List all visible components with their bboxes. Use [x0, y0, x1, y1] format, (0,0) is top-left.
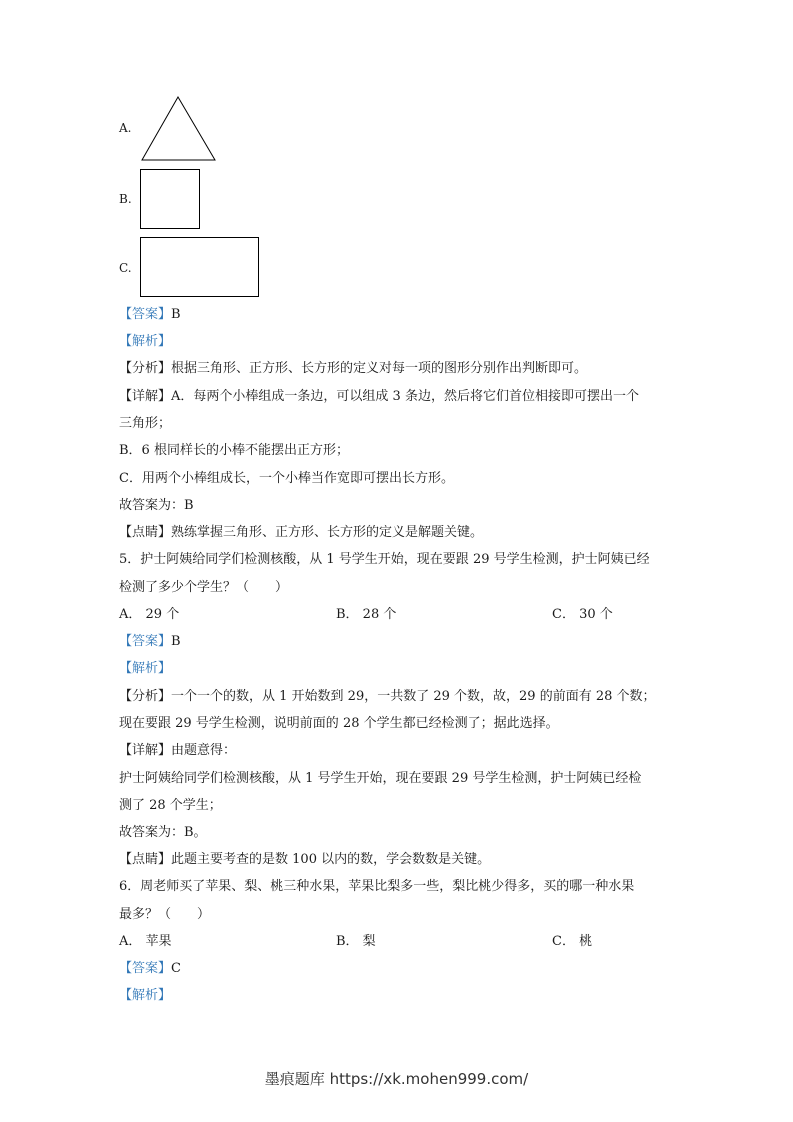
q4-xiangjie [119, 387, 639, 407]
footer-watermark: 墨痕题库 https://xk.mohen999.com/ [264, 1070, 529, 1088]
q6-option-c: C． 桃 [552, 934, 593, 949]
q6-answer [119, 959, 181, 979]
q4-xiangjie-line2: 三角形； [119, 416, 172, 431]
q5-conclusion: 故答案为：B。 [119, 825, 207, 840]
dianjing-text: 此题主要考查的是数 100 以内的数，学会数数是关键。 [171, 852, 491, 867]
q5-detail-line2: 测了 28 个学生； [119, 798, 222, 813]
answer-value: B [171, 307, 181, 322]
answer-value: B [171, 634, 181, 649]
fenxi-tag: 【分析】 [119, 689, 172, 704]
xiangjie-text: 由题意得： [171, 743, 237, 758]
fenxi-line1: 一个一个的数，从 1 开始数到 29，一共数了 29 个数，故，29 的前面有 28 个数； [171, 689, 656, 704]
square-figure [140, 169, 201, 230]
q4-line-b: B．6 根同样长的小棒不能摆出正方形； [119, 443, 349, 458]
q6-option-b: B． 梨 [336, 934, 376, 949]
q4-fenxi [119, 359, 587, 379]
option-b-letter: B. [119, 192, 132, 206]
q5-detail-line1: 护士阿姨给同学们检测核酸，从 1 号学生开始，现在要跟 29 号学生检测，护士阿姨已经检 [119, 771, 642, 786]
q6-option-a: A． 苹果 [119, 934, 172, 949]
xiangjie-tag: 【详解】 [119, 743, 172, 758]
dianjing-tag: 【点睛】 [119, 852, 172, 867]
q5-fenxi-line2: 现在要跟 29 号学生检测，说明前面的 28 个学生都已经检测了；据此选择。 [119, 716, 559, 731]
q5-xiangjie [119, 741, 236, 761]
q4-line-c: C．用两个小棒组成长，一个小棒当作宽即可摆出长方形。 [119, 471, 454, 486]
q5-answer [119, 632, 181, 652]
answer-tag: 【答案】 [119, 961, 172, 976]
fenxi-text: 根据三角形、正方形、长方形的定义对每一项的图形分别作出判断即可。 [171, 361, 588, 376]
answer-tag: 【答案】 [119, 307, 172, 322]
q5-option-b: B． 28 个 [336, 607, 397, 622]
dianjing-tag: 【点睛】 [119, 525, 172, 540]
q5-stem-line1: 5．护士阿姨给同学们检测核酸，从 1 号学生开始，现在要跟 29 号学生检测，护士阿姨已经 [119, 552, 650, 567]
q6-stem-line2: 最多？（ ） [119, 907, 211, 922]
dianjing-text: 熟练掌握三角形、正方形、长方形的定义是解题关键。 [171, 525, 484, 540]
answer-value: C [171, 961, 181, 976]
q6-stem-line1: 6．周老师买了苹果、梨、桃三种水果，苹果比梨多一些，梨比桃少得多，买的哪一种水果 [119, 879, 635, 894]
answer-tag: 【答案】 [119, 634, 172, 649]
q4-analysis-tag: 【解析】 [119, 334, 172, 349]
q5-option-a: A． 29 个 [119, 607, 180, 622]
option-a-letter: A. [119, 121, 132, 135]
q6-analysis-tag: 【解析】 [119, 988, 172, 1003]
q5-dianjing [119, 850, 490, 870]
q4-conclusion: 故答案为：B [119, 498, 194, 513]
q5-stem-line2: 检测了多少个学生？（ ） [119, 580, 289, 595]
q5-analysis-tag: 【解析】 [119, 661, 172, 676]
fenxi-tag: 【分析】 [119, 361, 172, 376]
option-c-letter: C. [119, 261, 132, 275]
q5-fenxi [119, 687, 656, 707]
triangle-figure [141, 96, 217, 162]
xiangjie-line1: A．每两个小棒组成一条边，可以组成 3 条边，然后将它们首位相接即可摆出一个 [171, 389, 639, 404]
q4-dianjing [119, 523, 483, 543]
rectangle-figure [140, 237, 260, 298]
xiangjie-tag: 【详解】 [119, 389, 172, 404]
q4-answer [119, 305, 181, 325]
q5-option-c: C． 30 个 [552, 607, 613, 622]
